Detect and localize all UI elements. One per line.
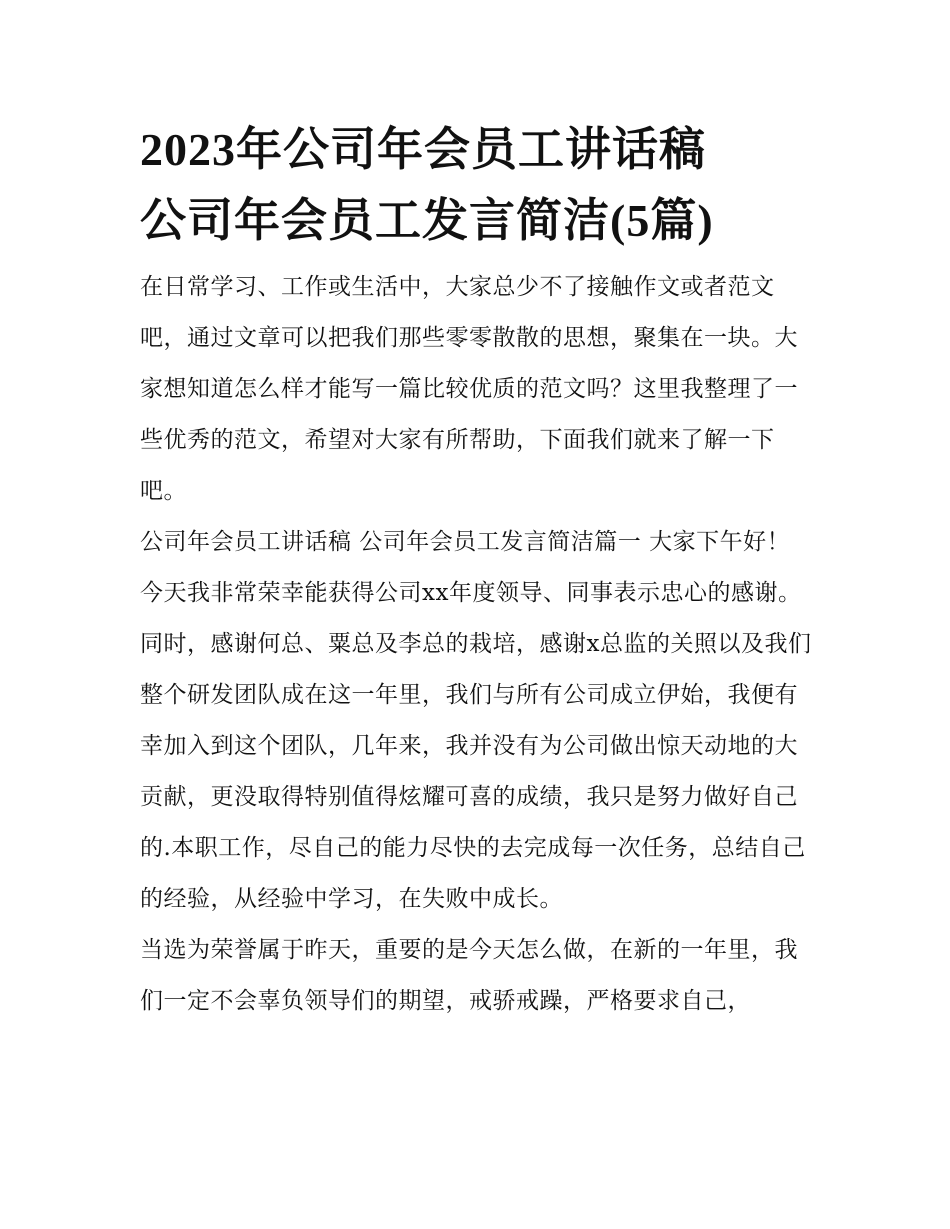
title-year: 2023: [140, 124, 236, 175]
paragraph-thanks: 同时，感谢何总、粟总及李总的栽培，感谢x总监的关照以及我们整个研发团队成在这一年里，我们与所有公司成立伊始，我便有幸加入到这个团队，几年来，我并没有为公司做出惊天动地的大贡献，更没取得特别值得炫耀可喜的成绩，我只是努力做好自己的.本职工作，尽自己的能力尽快的去完成每一次任务，总结自己的经验，从经验中学习，在失败中成长。: [140, 631, 812, 912]
paragraph-intro: 在日常学习、工作或生活中，大家总少不了接触作文或者范文吧，通过文章可以把我们那些零零散散的思想，聚集在一块。大家想知道怎么样才能写一篇比较优质的范文吗？这里我整理了一些优秀的范文，希望对大家有所帮助，下面我们就来了解一下吧。: [140, 274, 798, 504]
paragraph-speech-opening: 公司年会员工讲话稿 公司年会员工发言简洁篇一 大家下午好！ 今天我非常荣幸能获得公司xx年度领导、同事表示忠心的感谢。: [140, 529, 802, 606]
title-count-open: (5: [610, 195, 651, 246]
paragraph-honor: 当选为荣誉属于昨天，重要的是今天怎么做，在新的一年里，我们一定不会辜负领导们的期望，戒骄戒躁，严格要求自己，: [140, 937, 798, 1014]
document-title-line-1: [140, 118, 820, 181]
title-count-word: 篇: [650, 193, 698, 247]
title-line-2-text: 公司年会员工发言简洁: [140, 193, 610, 247]
title-line-1-text: 年公司年会员工讲话稿: [236, 122, 706, 176]
title-count-close: ): [697, 195, 714, 246]
document-content: [140, 118, 820, 1027]
document-title-line-2: [140, 189, 820, 252]
